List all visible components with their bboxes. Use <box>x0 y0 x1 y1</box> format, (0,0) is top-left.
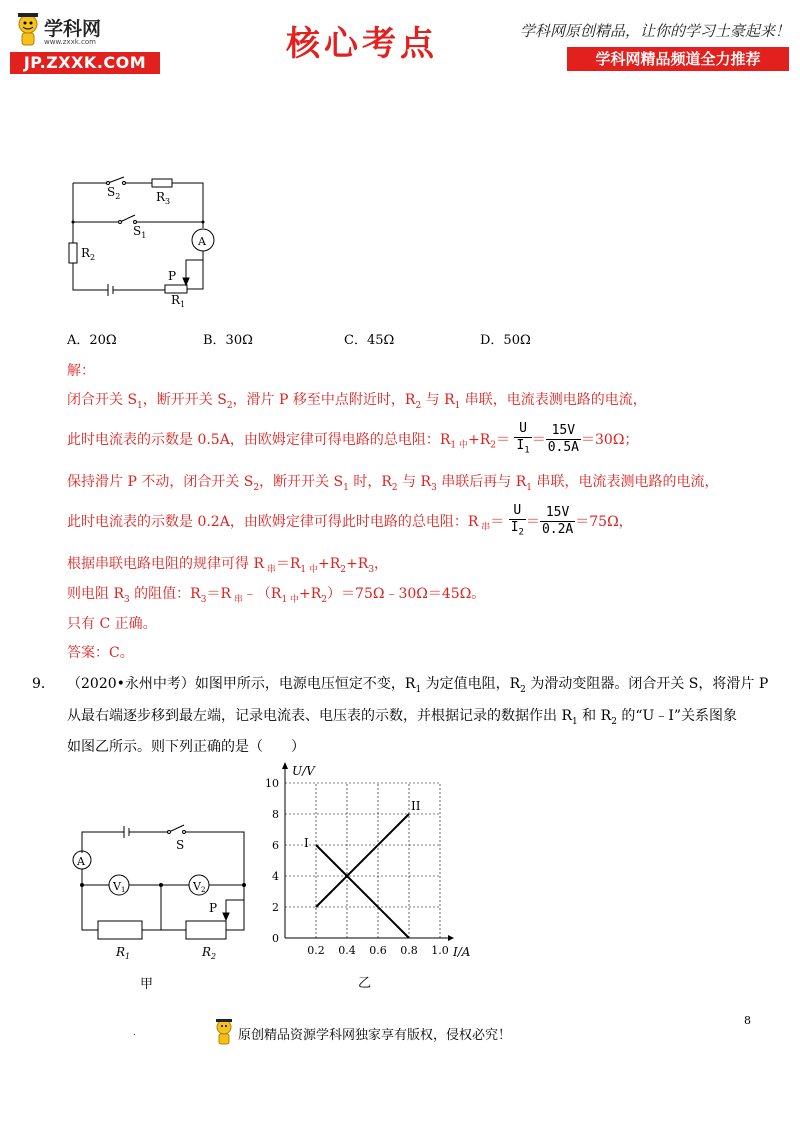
fraction-u-i2: $\frac{U}{I_2}$ <box>510 503 524 538</box>
option-c[interactable]: C．45Ω <box>344 333 395 348</box>
solution-answer: 答案：C。 <box>67 645 134 661</box>
site-logo[interactable] <box>10 12 158 74</box>
solution-line-5: 根据串联电路电阻的规律可得 R $_串=R_{1 中}+R_2+R_3$， <box>67 556 389 575</box>
solution-line-2: 此时电流表的示数是 0.5A，由欧姆定律可得电路的总电阻：$R_{1 中}+R_2=$ $\frac{U}{I_1}$ ＝ $\frac{15V}{0.5A}$ ＝30Ω； <box>67 421 638 459</box>
x-axis-arrow <box>448 935 454 941</box>
footer-copyright: 原创精品资源学科网独家享有版权，侵权必究！ <box>238 1028 512 1043</box>
series-line-1 <box>316 845 409 938</box>
label-s2: $S_2$ <box>107 185 121 201</box>
y-tick-label: 10 <box>265 777 279 790</box>
label-r1-2: $R_1$ <box>116 945 131 961</box>
voltmeter-v1: V1 <box>113 880 126 894</box>
logo-url-banner: JP.ZXXK.COM <box>10 52 160 74</box>
label-p-2: P <box>209 901 218 915</box>
voltmeter-v2: V2 <box>193 880 206 894</box>
label-s: S <box>176 838 185 852</box>
ui-chart <box>265 760 500 995</box>
y-axis-arrow <box>282 762 288 769</box>
caption-jia: 甲 <box>140 977 154 992</box>
question-9-line-3: 如图乙所示。则下列正确的是（ ） <box>67 739 305 755</box>
mascot-icon <box>214 1018 234 1046</box>
chart-series <box>304 799 421 938</box>
label-r3: $R_3$ <box>156 190 171 206</box>
page-title: 核心考点 <box>286 24 438 64</box>
ammeter-symbol: A <box>198 235 206 248</box>
series-line-2 <box>316 814 409 907</box>
x-tick-label: 0.8 <box>400 944 418 957</box>
solution-label: 解： <box>67 363 95 379</box>
fraction-15v-02a: $\frac{15V}{0.2A}$ <box>541 505 574 538</box>
series-label: II <box>411 799 421 813</box>
y-tick-label: 4 <box>272 870 279 883</box>
mascot-icon <box>14 12 42 48</box>
fraction-u-i1: $\frac{U}{I_1}$ <box>516 421 530 456</box>
y-tick-label: 2 <box>272 901 279 914</box>
page-number: 8 <box>744 1014 751 1027</box>
series-label: I <box>304 836 309 850</box>
chart-y-label: U/V <box>292 764 315 778</box>
ammeter-symbol-2: A <box>77 855 85 868</box>
option-b[interactable]: B．30Ω <box>203 333 253 348</box>
footer-dot: . <box>133 1028 136 1037</box>
solution-line-1: 闭合开关 $S_1$，断开开关 $S_2$，滑片 P 移至中点附近时，$R_2$ 与 $R_1$ 串联，电流表测电路的电流， <box>67 392 647 411</box>
circuit-diagram-1 <box>60 170 220 310</box>
label-r2-2: $R_2$ <box>202 945 217 961</box>
y-tick-label: 0 <box>272 932 279 945</box>
chart-axes <box>282 762 454 941</box>
circuit-diagram-2 <box>64 820 254 1000</box>
solution-line-4: 此时电流表的示数是 0.2A，由欧姆定律可得此时电路的总电阻：R $_串$＝ $\frac{U}{I_2}$ ＝ $\frac{15V}{0.2A}$ ＝75Ω， <box>67 503 633 541</box>
fraction-15v-05a: $\frac{15V}{0.5A}$ <box>547 423 579 456</box>
option-d[interactable]: D．50Ω <box>480 333 531 348</box>
chart-x-label: I/A <box>453 945 471 959</box>
x-tick-label: 0.6 <box>369 944 387 957</box>
solution-line-6: 则电阻 $R_3$ 的阻值：$R_3=R$ $_串﹣(R_{1 中}+R_2)=75\Omega﹣30\Omega=45\Omega$。 <box>67 586 486 605</box>
x-tick-label: 0.2 <box>307 944 325 957</box>
question-9-line-1: （2020•永州中考）如图甲所示，电源电压恒定不变，$R_1$ 为定值电阻，$R_2$ 为滑动变阻器。闭合开关 S，将滑片 P <box>67 676 769 695</box>
channel-banner: 学科网精品频道全力推荐 <box>567 47 789 71</box>
label-r1: $R_1$ <box>171 293 186 309</box>
y-tick-label: 8 <box>272 808 279 821</box>
question-9-number: 9． <box>32 676 55 692</box>
solution-line-3: 保持滑片 P 不动，闭合开关 $S_2$，断开开关 $S_1$ 时，$R_2$ 与 $R_3$ 串联后再与 $R_1$ 串联，电流表测电路的电流， <box>67 474 719 493</box>
header-slogan: 学科网原创精品，让你的学习土豪起来！ <box>519 22 790 40</box>
logo-small-url: www.zxxk.com <box>44 38 96 46</box>
option-a[interactable]: A．20Ω <box>67 333 117 348</box>
label-r2: $R_2$ <box>81 246 96 262</box>
label-p: P <box>168 269 177 283</box>
solution-line-7: 只有 C 正确。 <box>67 616 157 632</box>
label-s1: $S_1$ <box>133 224 147 240</box>
question-9-line-2: 从最右端逐步移到最左端，记录电流表、电压表的示数，并根据记录的数据作出 $R_1$ 和 $R_2$ 的“U﹣I”关系图象 <box>67 708 738 727</box>
chart-caption: 乙 <box>358 976 372 991</box>
logo-name: 学科网 <box>44 18 102 40</box>
x-tick-label: 0.4 <box>338 944 356 957</box>
x-tick-label: 1.0 <box>431 944 449 957</box>
y-tick-label: 6 <box>272 839 279 852</box>
